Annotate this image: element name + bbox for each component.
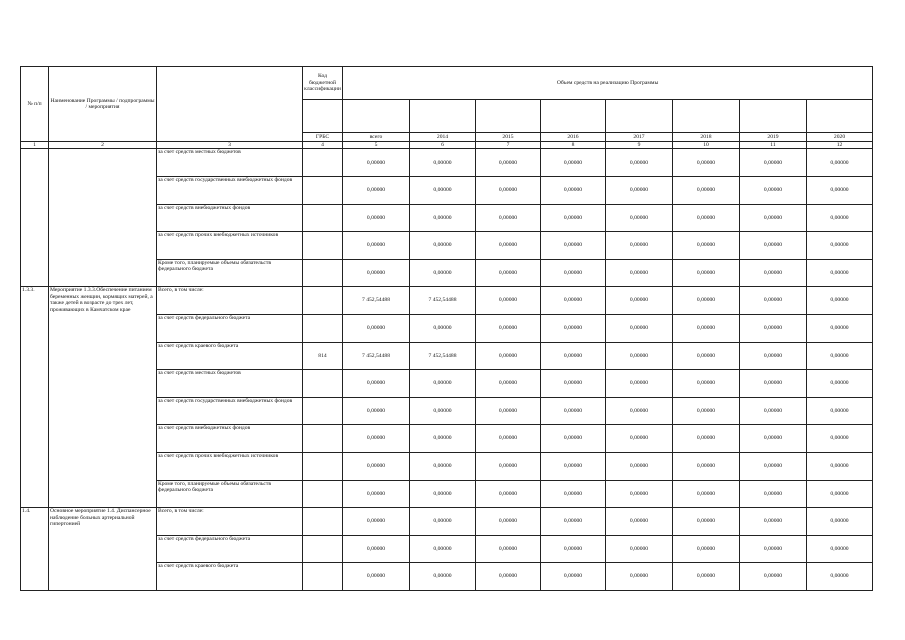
header-spacer xyxy=(807,100,873,133)
grbs-code xyxy=(303,563,343,591)
header-spacer xyxy=(740,100,807,133)
funding-source: за счет средств федерального бюджета xyxy=(157,314,303,342)
value-year: 0,00000 xyxy=(541,397,606,425)
value-year: 0,00000 xyxy=(807,480,873,508)
value-year: 0,00000 xyxy=(740,535,807,563)
funding-source: за счет средств прочих внебюджетных источников xyxy=(157,232,303,260)
value-year: 0,00000 xyxy=(606,259,673,287)
header-blank xyxy=(157,67,303,142)
header-spacer xyxy=(410,100,476,133)
value-year: 0,00000 xyxy=(606,149,673,177)
value-total: 0,00000 xyxy=(343,314,410,342)
value-year: 0,00000 xyxy=(606,535,673,563)
header-year: 2018 xyxy=(673,133,740,142)
value-year: 0,00000 xyxy=(476,149,541,177)
value-year: 0,00000 xyxy=(476,287,541,315)
value-year: 0,00000 xyxy=(807,425,873,453)
value-year: 0,00000 xyxy=(410,232,476,260)
funding-source: Кроме того, планируемые объемы обязательств федерального бюджета xyxy=(157,259,303,287)
header-spacer xyxy=(303,100,343,133)
value-year: 0,00000 xyxy=(740,425,807,453)
table-body xyxy=(21,67,873,591)
header-code: Код бюджетной классификации xyxy=(303,67,343,100)
value-total: 0,00000 xyxy=(343,177,410,205)
value-year: 0,00000 xyxy=(410,149,476,177)
value-year: 0,00000 xyxy=(476,259,541,287)
value-year: 0,00000 xyxy=(606,425,673,453)
value-total: 0,00000 xyxy=(343,480,410,508)
header-total: всего xyxy=(343,133,410,142)
value-year: 0,00000 xyxy=(740,314,807,342)
value-total: 0,00000 xyxy=(343,425,410,453)
value-year: 0,00000 xyxy=(673,287,740,315)
column-number: 2 xyxy=(49,142,157,149)
header-spacer xyxy=(343,100,410,133)
value-year: 0,00000 xyxy=(740,149,807,177)
grbs-code xyxy=(303,480,343,508)
activity-name: Мероприятие 1.3.3.Обеспечение питанием беременных женщин, кормящих матерей, а также детей в возрасте до трех лет, проживающих в Камчатском крае xyxy=(49,287,157,508)
value-year: 0,00000 xyxy=(740,342,807,370)
funding-source: за счет средств прочих внебюджетных источников xyxy=(157,452,303,480)
value-year: 0,00000 xyxy=(740,452,807,480)
value-total: 0,00000 xyxy=(343,508,410,536)
value-year: 0,00000 xyxy=(541,232,606,260)
value-year: 0,00000 xyxy=(541,508,606,536)
grbs-code xyxy=(303,177,343,205)
column-number: 7 xyxy=(476,142,541,149)
header-volume: Объем средств на реализацию Программы xyxy=(343,67,873,100)
value-total: 0,00000 xyxy=(343,563,410,591)
table-row xyxy=(21,287,873,315)
header-row-1 xyxy=(21,67,873,100)
value-total: 0,00000 xyxy=(343,204,410,232)
value-total: 0,00000 xyxy=(343,452,410,480)
grbs-code xyxy=(303,259,343,287)
value-year: 0,00000 xyxy=(476,342,541,370)
value-year: 0,00000 xyxy=(541,287,606,315)
grbs-code: 814 xyxy=(303,342,343,370)
header-year: 2017 xyxy=(606,133,673,142)
value-year: 0,00000 xyxy=(541,259,606,287)
funding-source: за счет средств краевого бюджета xyxy=(157,342,303,370)
table-row xyxy=(21,508,873,536)
value-year: 0,00000 xyxy=(410,204,476,232)
column-number: 10 xyxy=(673,142,740,149)
header-grbs: ГРБС xyxy=(303,133,343,142)
value-year: 0,00000 xyxy=(410,314,476,342)
value-year: 0,00000 xyxy=(807,535,873,563)
value-year: 0,00000 xyxy=(541,370,606,398)
value-year: 0,00000 xyxy=(740,177,807,205)
row-number xyxy=(21,149,49,287)
value-year: 0,00000 xyxy=(673,259,740,287)
value-year: 0,00000 xyxy=(673,452,740,480)
value-year: 0,00000 xyxy=(673,204,740,232)
value-year: 0,00000 xyxy=(606,563,673,591)
value-year: 0,00000 xyxy=(807,287,873,315)
column-number: 4 xyxy=(303,142,343,149)
value-year: 0,00000 xyxy=(740,259,807,287)
value-year: 7 452,54488 xyxy=(410,342,476,370)
value-year: 0,00000 xyxy=(476,535,541,563)
grbs-code xyxy=(303,370,343,398)
value-year: 0,00000 xyxy=(673,177,740,205)
grbs-code xyxy=(303,452,343,480)
value-year: 0,00000 xyxy=(476,397,541,425)
row-number: 1.4. xyxy=(21,508,49,591)
header-spacer xyxy=(541,100,606,133)
grbs-code xyxy=(303,232,343,260)
column-number: 11 xyxy=(740,142,807,149)
value-year: 0,00000 xyxy=(740,232,807,260)
activity-name: Основное мероприятие 1.4. Диспансерное наблюдение больных артериальной гипертонией xyxy=(49,508,157,591)
funding-source: Всего, в том числе: xyxy=(157,508,303,536)
value-year: 0,00000 xyxy=(606,287,673,315)
value-year: 0,00000 xyxy=(606,370,673,398)
value-total: 0,00000 xyxy=(343,232,410,260)
value-year: 0,00000 xyxy=(673,149,740,177)
value-year: 0,00000 xyxy=(476,177,541,205)
header-spacer xyxy=(606,100,673,133)
value-year: 0,00000 xyxy=(673,508,740,536)
value-year: 0,00000 xyxy=(476,370,541,398)
value-year: 0,00000 xyxy=(606,204,673,232)
value-year: 0,00000 xyxy=(740,287,807,315)
value-year: 0,00000 xyxy=(410,535,476,563)
funding-source: за счет средств краевого бюджета xyxy=(157,563,303,591)
value-year: 0,00000 xyxy=(807,563,873,591)
funding-source: за счет средств внебюджетных фондов xyxy=(157,425,303,453)
value-year: 0,00000 xyxy=(476,508,541,536)
value-year: 0,00000 xyxy=(541,563,606,591)
funding-source: за счет средств федерального бюджета xyxy=(157,535,303,563)
column-number: 1 xyxy=(21,142,49,149)
funding-source: за счет средств государственных внебюджетных фондов xyxy=(157,397,303,425)
column-number: 6 xyxy=(410,142,476,149)
value-year: 0,00000 xyxy=(807,452,873,480)
value-year: 0,00000 xyxy=(606,508,673,536)
value-year: 0,00000 xyxy=(807,177,873,205)
value-year: 0,00000 xyxy=(606,452,673,480)
value-year: 0,00000 xyxy=(673,342,740,370)
value-year: 0,00000 xyxy=(476,452,541,480)
column-numbers-row xyxy=(21,142,873,149)
value-year: 0,00000 xyxy=(606,177,673,205)
grbs-code xyxy=(303,149,343,177)
value-year: 0,00000 xyxy=(410,397,476,425)
header-name: Наименование Программы / подпрограммы / мероприятия xyxy=(49,67,157,142)
value-total: 0,00000 xyxy=(343,535,410,563)
grbs-code xyxy=(303,508,343,536)
value-year: 0,00000 xyxy=(807,259,873,287)
value-year: 0,00000 xyxy=(541,342,606,370)
value-year: 0,00000 xyxy=(673,480,740,508)
value-total: 7 452,54488 xyxy=(343,342,410,370)
value-year: 0,00000 xyxy=(606,397,673,425)
funding-source: Кроме того, планируемые объемы обязательств федерального бюджета xyxy=(157,480,303,508)
value-year: 0,00000 xyxy=(410,370,476,398)
header-num: № п/п xyxy=(21,67,49,142)
funding-source: за счет средств внебюджетных фондов xyxy=(157,204,303,232)
value-year: 0,00000 xyxy=(410,177,476,205)
grbs-code xyxy=(303,535,343,563)
column-number: 3 xyxy=(157,142,303,149)
value-year: 0,00000 xyxy=(807,342,873,370)
value-year: 0,00000 xyxy=(410,563,476,591)
table-row xyxy=(21,149,873,177)
value-year: 0,00000 xyxy=(606,342,673,370)
header-spacer xyxy=(673,100,740,133)
value-year: 0,00000 xyxy=(807,508,873,536)
value-year: 0,00000 xyxy=(606,480,673,508)
header-year: 2019 xyxy=(740,133,807,142)
value-year: 0,00000 xyxy=(541,452,606,480)
value-year: 0,00000 xyxy=(476,563,541,591)
value-year: 0,00000 xyxy=(410,480,476,508)
value-year: 0,00000 xyxy=(541,204,606,232)
grbs-code xyxy=(303,314,343,342)
value-total: 0,00000 xyxy=(343,370,410,398)
grbs-code xyxy=(303,397,343,425)
value-year: 0,00000 xyxy=(541,149,606,177)
value-year: 0,00000 xyxy=(541,480,606,508)
funding-source: за счет средств местных бюджетов xyxy=(157,149,303,177)
value-year: 0,00000 xyxy=(740,204,807,232)
value-year: 0,00000 xyxy=(673,535,740,563)
grbs-code xyxy=(303,204,343,232)
value-year: 0,00000 xyxy=(410,259,476,287)
activity-name xyxy=(49,149,157,287)
value-total: 0,00000 xyxy=(343,149,410,177)
value-year: 0,00000 xyxy=(476,232,541,260)
value-year: 0,00000 xyxy=(673,232,740,260)
header-spacer xyxy=(476,100,541,133)
value-year: 0,00000 xyxy=(476,425,541,453)
grbs-code xyxy=(303,287,343,315)
value-year: 0,00000 xyxy=(476,204,541,232)
value-year: 0,00000 xyxy=(410,508,476,536)
value-year: 0,00000 xyxy=(740,508,807,536)
value-year: 0,00000 xyxy=(410,452,476,480)
column-number: 8 xyxy=(541,142,606,149)
value-year: 0,00000 xyxy=(541,425,606,453)
value-year: 7 452,54488 xyxy=(410,287,476,315)
document-page xyxy=(20,66,852,595)
value-year: 0,00000 xyxy=(606,314,673,342)
value-year: 0,00000 xyxy=(807,232,873,260)
value-year: 0,00000 xyxy=(807,397,873,425)
value-total: 0,00000 xyxy=(343,397,410,425)
column-number: 12 xyxy=(807,142,873,149)
value-year: 0,00000 xyxy=(740,397,807,425)
grbs-code xyxy=(303,425,343,453)
header-year: 2015 xyxy=(476,133,541,142)
header-year: 2014 xyxy=(410,133,476,142)
funding-source: Всего, в том числе: xyxy=(157,287,303,315)
row-number: 1.3.3. xyxy=(21,287,49,508)
value-year: 0,00000 xyxy=(673,370,740,398)
header-year: 2020 xyxy=(807,133,873,142)
header-year: 2016 xyxy=(541,133,606,142)
value-year: 0,00000 xyxy=(807,314,873,342)
value-year: 0,00000 xyxy=(541,535,606,563)
value-year: 0,00000 xyxy=(410,425,476,453)
value-year: 0,00000 xyxy=(740,563,807,591)
funding-source: за счет средств местных бюджетов xyxy=(157,370,303,398)
value-year: 0,00000 xyxy=(476,314,541,342)
value-year: 0,00000 xyxy=(476,480,541,508)
value-year: 0,00000 xyxy=(673,314,740,342)
value-year: 0,00000 xyxy=(541,314,606,342)
value-total: 0,00000 xyxy=(343,259,410,287)
value-year: 0,00000 xyxy=(673,397,740,425)
value-total: 7 452,54488 xyxy=(343,287,410,315)
value-year: 0,00000 xyxy=(807,204,873,232)
value-year: 0,00000 xyxy=(541,177,606,205)
value-year: 0,00000 xyxy=(673,425,740,453)
value-year: 0,00000 xyxy=(606,232,673,260)
column-number: 5 xyxy=(343,142,410,149)
column-number: 9 xyxy=(606,142,673,149)
value-year: 0,00000 xyxy=(740,370,807,398)
budget-table xyxy=(20,66,873,591)
value-year: 0,00000 xyxy=(740,480,807,508)
value-year: 0,00000 xyxy=(807,370,873,398)
value-year: 0,00000 xyxy=(807,149,873,177)
value-year: 0,00000 xyxy=(673,563,740,591)
funding-source: за счет средств государственных внебюджетных фондов xyxy=(157,177,303,205)
